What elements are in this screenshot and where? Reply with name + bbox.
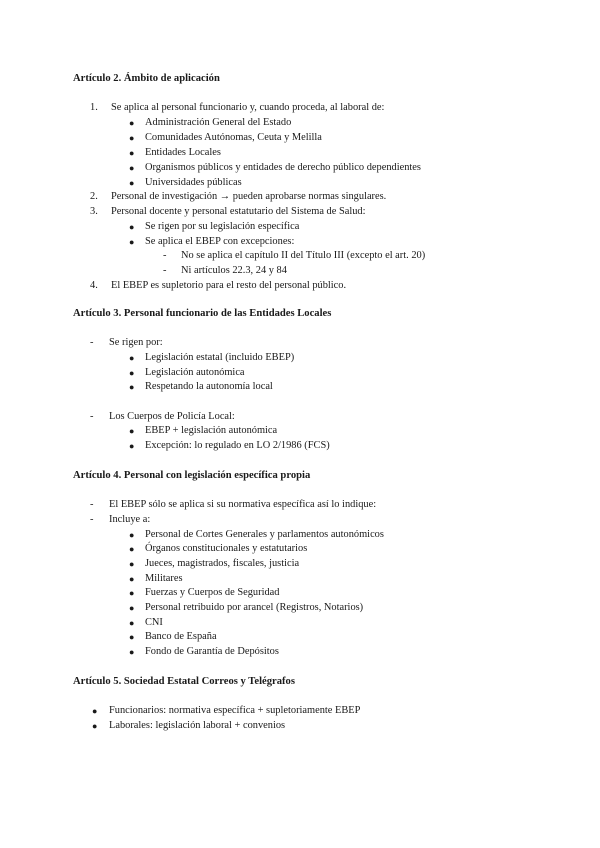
bullet-marker: ●	[129, 368, 135, 378]
dash-marker: -	[90, 411, 94, 422]
list-item: Personal de Cortes Generales y parlamentos autonómicos	[145, 529, 384, 540]
bullet-marker: ●	[129, 118, 135, 128]
dash-marker: -	[163, 250, 167, 261]
bullet-marker: ●	[129, 559, 135, 569]
bullet-marker: ●	[129, 148, 135, 158]
bullet-marker: ●	[92, 706, 98, 716]
list-item: CNI	[145, 617, 163, 628]
list-item: Fondo de Garantía de Depósitos	[145, 646, 279, 657]
list-item: El EBEP es supletorio para el resto del personal público.	[111, 280, 347, 291]
list-item: Órganos constitucionales y estatutarios	[145, 543, 308, 554]
bullet-marker: ●	[129, 163, 135, 173]
list-item: Ni artículos 22.3, 24 y 84	[181, 265, 287, 276]
bullet-marker: ●	[129, 530, 135, 540]
bullet-marker: ●	[129, 588, 135, 598]
bullet-marker: ●	[92, 721, 98, 731]
list-item: Organismos públicos y entidades de derecho público dependientes	[145, 162, 421, 173]
number-marker: 4.	[90, 280, 98, 291]
list-item: Incluye a:	[109, 514, 151, 525]
list-item: Entidades Locales	[145, 147, 221, 158]
bullet-marker: ●	[129, 353, 135, 363]
list-item: No se aplica el capítulo II del Título III (excepto el art. 20)	[181, 250, 426, 261]
list-item: Legislación autonómica	[145, 367, 245, 378]
list-item: Laborales: legislación laboral + convenios	[109, 720, 286, 731]
list-item: El EBEP sólo se aplica si su normativa específica así lo indique:	[109, 499, 377, 510]
list-item: Administración General del Estado	[145, 117, 292, 128]
bullet-marker: ●	[129, 178, 135, 188]
list-item: Los Cuerpos de Policía Local:	[109, 411, 235, 422]
list-item: Personal docente y personal estatutario del Sistema de Salud:	[111, 206, 366, 217]
bullet-marker: ●	[129, 222, 135, 232]
list-item: Se rigen por:	[109, 337, 163, 348]
article-2-heading: Artículo 2. Ámbito de aplicación	[73, 73, 220, 84]
bullet-marker: ●	[129, 574, 135, 584]
list-item: Militares	[145, 573, 183, 584]
article-3-heading: Artículo 3. Personal funcionario de las Entidades Locales	[73, 308, 332, 319]
bullet-marker: ●	[129, 426, 135, 436]
list-item: Comunidades Autónomas, Ceuta y Melilla	[145, 132, 322, 143]
list-item: Jueces, magistrados, fiscales, justicia	[145, 558, 300, 569]
list-item: Universidades públicas	[145, 177, 242, 188]
bullet-marker: ●	[129, 647, 135, 657]
number-marker: 3.	[90, 206, 98, 217]
list-item: Funcionarios: normativa específica + supletoriamente EBEP	[109, 705, 361, 716]
bullet-marker: ●	[129, 441, 135, 451]
bullet-marker: ●	[129, 237, 135, 247]
list-item: Respetando la autonomía local	[145, 381, 273, 392]
dash-marker: -	[90, 499, 94, 510]
list-item: Se rigen por su legislación específica	[145, 221, 300, 232]
bullet-marker: ●	[129, 632, 135, 642]
dash-marker: -	[90, 337, 94, 348]
list-item: Se aplica el EBEP con excepciones:	[145, 236, 295, 247]
number-marker: 2.	[90, 191, 98, 202]
dash-marker: -	[90, 514, 94, 525]
bullet-marker: ●	[129, 382, 135, 392]
list-item: Se aplica al personal funcionario y, cuando proceda, al laboral de:	[111, 102, 385, 113]
list-item: EBEP + legislación autonómica	[145, 425, 278, 436]
list-item: Legislación estatal (incluido EBEP)	[145, 352, 295, 363]
article-5-heading: Artículo 5. Sociedad Estatal Correos y Telégrafos	[73, 676, 295, 687]
bullet-marker: ●	[129, 618, 135, 628]
dash-marker: -	[163, 265, 167, 276]
list-item: Fuerzas y Cuerpos de Seguridad	[145, 587, 280, 598]
list-item: Personal de investigación → pueden aprobarse normas singulares.	[111, 191, 387, 202]
article-4-heading: Artículo 4. Personal con legislación específica propia	[73, 470, 311, 481]
list-item: Excepción: lo regulado en LO 2/1986 (FCS)	[145, 440, 330, 451]
bullet-marker: ●	[129, 603, 135, 613]
list-item: Banco de España	[145, 631, 217, 642]
list-item: Personal retribuido por arancel (Registros, Notarios)	[145, 602, 364, 613]
bullet-marker: ●	[129, 544, 135, 554]
bullet-marker: ●	[129, 133, 135, 143]
number-marker: 1.	[90, 102, 98, 113]
